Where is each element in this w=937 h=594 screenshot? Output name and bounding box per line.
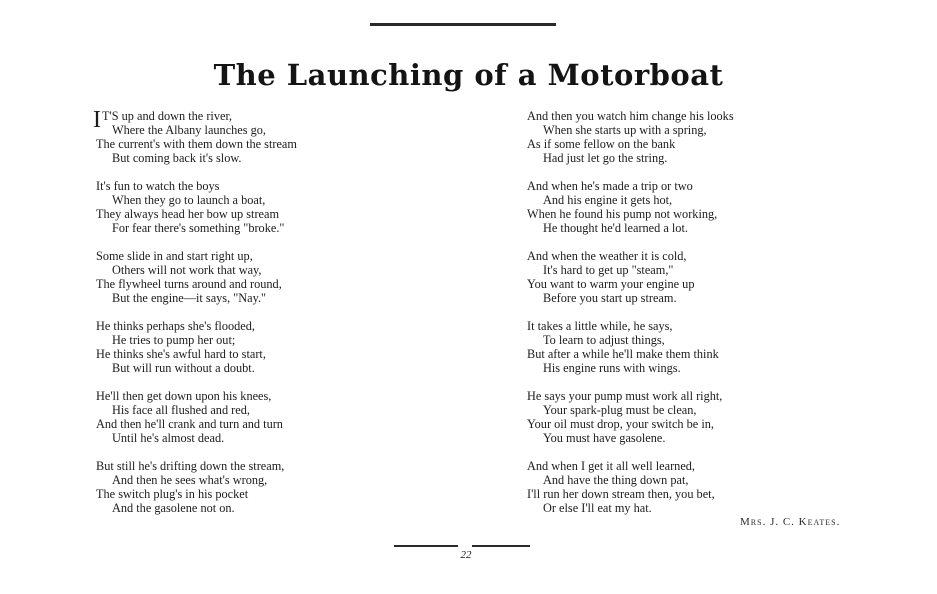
poem-line: For fear there's something "broke.": [112, 221, 285, 235]
footer-rule-right: [472, 545, 530, 547]
poem-line: The flywheel turns around and round,: [96, 277, 282, 291]
poem-line: Some slide in and start right up,: [96, 249, 253, 263]
stanza: [527, 179, 887, 235]
poem-line: But will run without a doubt.: [112, 361, 255, 375]
poem-right-column: [527, 109, 887, 529]
poem-line: And when the weather it is cold,: [527, 249, 687, 263]
poem-line: But still he's drifting down the stream,: [96, 459, 285, 473]
stanza: [527, 459, 887, 515]
poem-line: He thinks perhaps she's flooded,: [96, 319, 255, 333]
poem-line: Where the Albany launches go,: [112, 123, 266, 137]
poem-line: When they go to launch a boat,: [112, 193, 266, 207]
poem-line: It's fun to watch the boys: [96, 179, 220, 193]
poem-line: He'll then get down upon his knees,: [96, 389, 272, 403]
stanza: [527, 249, 887, 305]
poem-line: It takes a little while, he says,: [527, 319, 673, 333]
poem-line: But coming back it's slow.: [112, 151, 242, 165]
drop-cap: I: [93, 107, 101, 133]
poem-line: He says your pump must work all right,: [527, 389, 723, 403]
poem-line: And have the thing down pat,: [543, 473, 689, 487]
poem-line: The current's with them down the stream: [96, 137, 297, 151]
poem-line: And his engine it gets hot,: [543, 193, 673, 207]
stanza: [96, 459, 496, 515]
poem-line: Had just let go the string.: [543, 151, 668, 165]
poem-line: The switch plug's in his pocket: [96, 487, 249, 501]
poem-line: Or else I'll eat my hat.: [543, 501, 652, 515]
author-signature: Mrs. J. C. Keates.: [740, 516, 841, 528]
poem-line: And the gasolene not on.: [112, 501, 235, 515]
poem-line: He thought he'd learned a lot.: [543, 221, 688, 235]
poem-line: And when I get it all well learned,: [527, 459, 696, 473]
poem-line: His face all flushed and red,: [112, 403, 250, 417]
stanza: [527, 389, 887, 445]
poem-line: They always head her bow up stream: [96, 207, 280, 221]
poem-line: Your oil must drop, your switch be in,: [527, 417, 714, 431]
stanza: [93, 107, 496, 165]
poem-line: As if some fellow on the bank: [527, 137, 676, 151]
poem-line: You must have gasolene.: [543, 431, 666, 445]
poem-line: His engine runs with wings.: [543, 361, 681, 375]
footer-rule-left: [394, 545, 458, 547]
poem-line: And when he's made a trip or two: [527, 179, 693, 193]
poem-line: To learn to adjust things,: [543, 333, 665, 347]
poem-left-column: [93, 107, 496, 529]
stanza: [527, 109, 887, 165]
first-line-text: T'S up and down the river,: [102, 109, 233, 123]
stanza: [96, 389, 496, 445]
poem-line: And then you watch him change his looks: [527, 109, 734, 123]
stanza: [96, 319, 496, 375]
stanza: [527, 319, 887, 375]
poem-line: He tries to pump her out;: [112, 333, 236, 347]
stanza: [96, 249, 496, 305]
poem-line: Before you start up stream.: [543, 291, 677, 305]
poem-line: But the engine—it says, "Nay.": [112, 291, 267, 305]
poem-line: Until he's almost dead.: [112, 431, 225, 445]
poem-line: When he found his pump not working,: [527, 207, 718, 221]
poem-line: You want to warm your engine up: [527, 277, 695, 291]
poem-title: The Launching of a Motorboat: [213, 58, 724, 92]
poem-line: When she starts up with a spring,: [543, 123, 707, 137]
poem-line: But after a while he'll make them think: [527, 347, 719, 361]
stanza: [96, 179, 496, 235]
poem-line: It's hard to get up "steam,": [543, 263, 674, 277]
header-rule: [370, 23, 556, 26]
poem-line: And then he'll crank and turn and turn: [96, 417, 283, 431]
page-number: 22: [460, 549, 472, 561]
poem-line: I'll run her down stream then, you bet,: [527, 487, 715, 501]
poem-line: Your spark-plug must be clean,: [543, 403, 697, 417]
poem-line: He thinks she's awful hard to start,: [96, 347, 266, 361]
poem-line: And then he sees what's wrong,: [112, 473, 268, 487]
poem-line: Others will not work that way,: [112, 263, 262, 277]
